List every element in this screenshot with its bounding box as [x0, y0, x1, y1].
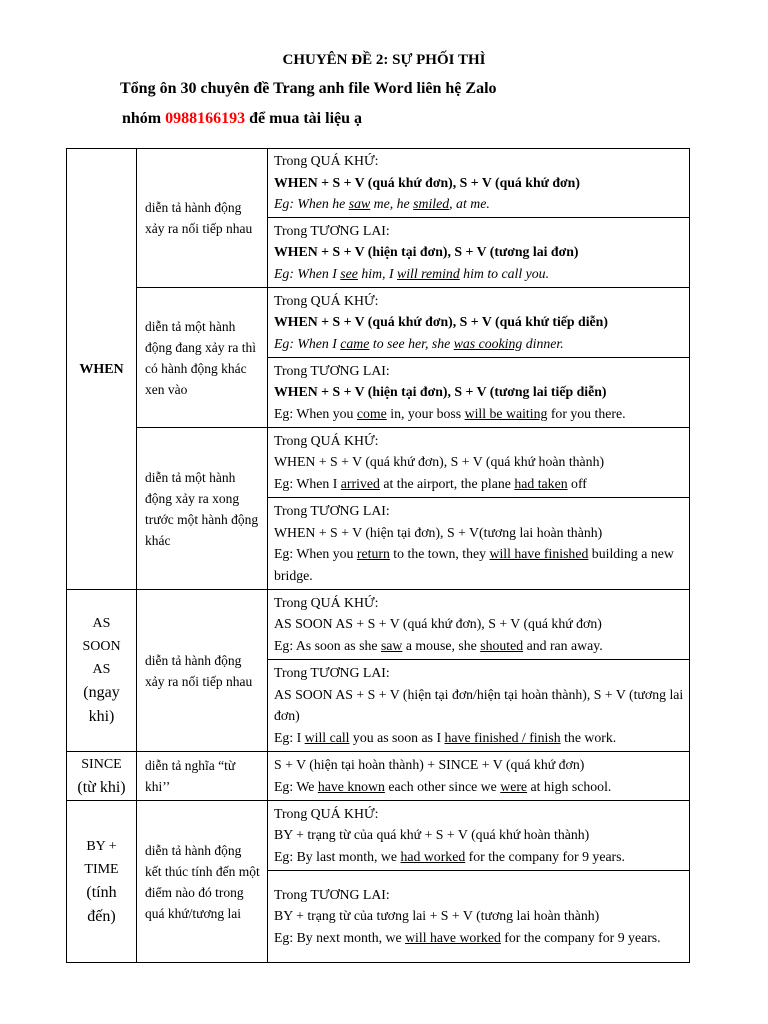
- table-row: [67, 149, 690, 218]
- subtitle-line-1: Tổng ôn 30 chuyên đề Trang anh file Word liên hệ Zalo: [120, 80, 497, 97]
- page-title: CHUYÊN ĐỀ 2: SỰ PHỐI THÌ: [282, 52, 486, 68]
- usage-cell-future: Trong TƯƠNG LAI: BY + trạng từ của tương lai + S + V (tương lai hoàn thành) Eg: By next month, we will have worked for the company for 9 years.: [268, 871, 690, 963]
- usage-cell-future: Trong TƯƠNG LAI: WHEN + S + V (hiện tại đơn), S + V (tương lai tiếp diễn) Eg: When you come in, your boss will be waiting for you there.: [268, 358, 690, 428]
- conjunction-as-soon-as: AS SOON AS (ngay khi): [67, 590, 137, 752]
- table-row: [67, 428, 690, 498]
- description-cell: diễn tả một hành động xảy ra xong trước một hành động khác: [137, 428, 268, 590]
- description-cell: diễn tả một hành động đang xảy ra thì có hành động khác xen vào: [137, 288, 268, 428]
- usage-cell-past: Trong QUÁ KHỨ: WHEN + S + V (quá khứ đơn), S + V (quá khứ hoàn thành) Eg: When I arrived at the airport, the plane had taken off: [268, 428, 690, 498]
- description-cell: diễn tả hành động xảy ra nối tiếp nhau: [137, 149, 268, 288]
- usage-cell-future: Trong TƯƠNG LAI: AS SOON AS + S + V (hiện tại đơn/hiện tại hoàn thành), S + V (tương lai đơn) Eg: I will call you as soon as I have finished / finish the work.: [268, 660, 690, 752]
- tense-sequence-table: [66, 148, 690, 963]
- subtitle-suffix: để mua tài liệu ạ: [245, 110, 363, 127]
- usage-cell-future: Trong TƯƠNG LAI: WHEN + S + V (hiện tại đơn), S + V (tương lai đơn) Eg: When I see him, I will remind him to call you.: [268, 218, 690, 288]
- table-row: [67, 590, 690, 660]
- table-row: [67, 801, 690, 871]
- subtitle-prefix: nhóm: [122, 110, 166, 127]
- usage-cell-past: Trong QUÁ KHỨ: BY + trạng từ của quá khứ + S + V (quá khứ hoàn thành) Eg: By last month, we had worked for the company for 9 years.: [268, 801, 690, 871]
- subtitle-line-2: [122, 110, 362, 128]
- table-row: [67, 288, 690, 358]
- description-cell: diễn tả hành động kết thúc tính đến một điểm nào đó trong quá khứ/tương lai: [137, 801, 268, 963]
- conjunction-since: SINCE (từ khi): [67, 752, 137, 801]
- table-row: [67, 752, 690, 801]
- conjunction-when: WHEN: [67, 149, 137, 590]
- usage-cell-future: Trong TƯƠNG LAI: WHEN + S + V (hiện tại đơn), S + V(tương lai hoàn thành) Eg: When you return to the town, they will have finished building a new bridge.: [268, 498, 690, 590]
- usage-cell: S + V (hiện tại hoàn thành) + SINCE + V (quá khứ đơn) Eg: We have known each other since we were at high school.: [268, 752, 690, 801]
- conjunction-by-time: BY + TIME (tính đến): [67, 801, 137, 963]
- usage-cell-past: Trong QUÁ KHỨ: WHEN + S + V (quá khứ đơn), S + V (quá khứ tiếp diễn) Eg: When I came to see her, she was cooking dinner.: [268, 288, 690, 358]
- usage-cell-past: Trong QUÁ KHỨ: AS SOON AS + S + V (quá khứ đơn), S + V (quá khứ đơn) Eg: As soon as she saw a mouse, she shouted and ran away.: [268, 590, 690, 660]
- usage-cell-past: Trong QUÁ KHỨ: WHEN + S + V (quá khứ đơn), S + V (quá khứ đơn) Eg: When he saw me, he smiled, at me.: [268, 149, 690, 218]
- phone-number: 0988166193: [165, 110, 246, 127]
- description-cell: diễn tả hành động xảy ra nối tiếp nhau: [137, 590, 268, 752]
- description-cell: diễn tả nghĩa “từ khi’’: [137, 752, 268, 801]
